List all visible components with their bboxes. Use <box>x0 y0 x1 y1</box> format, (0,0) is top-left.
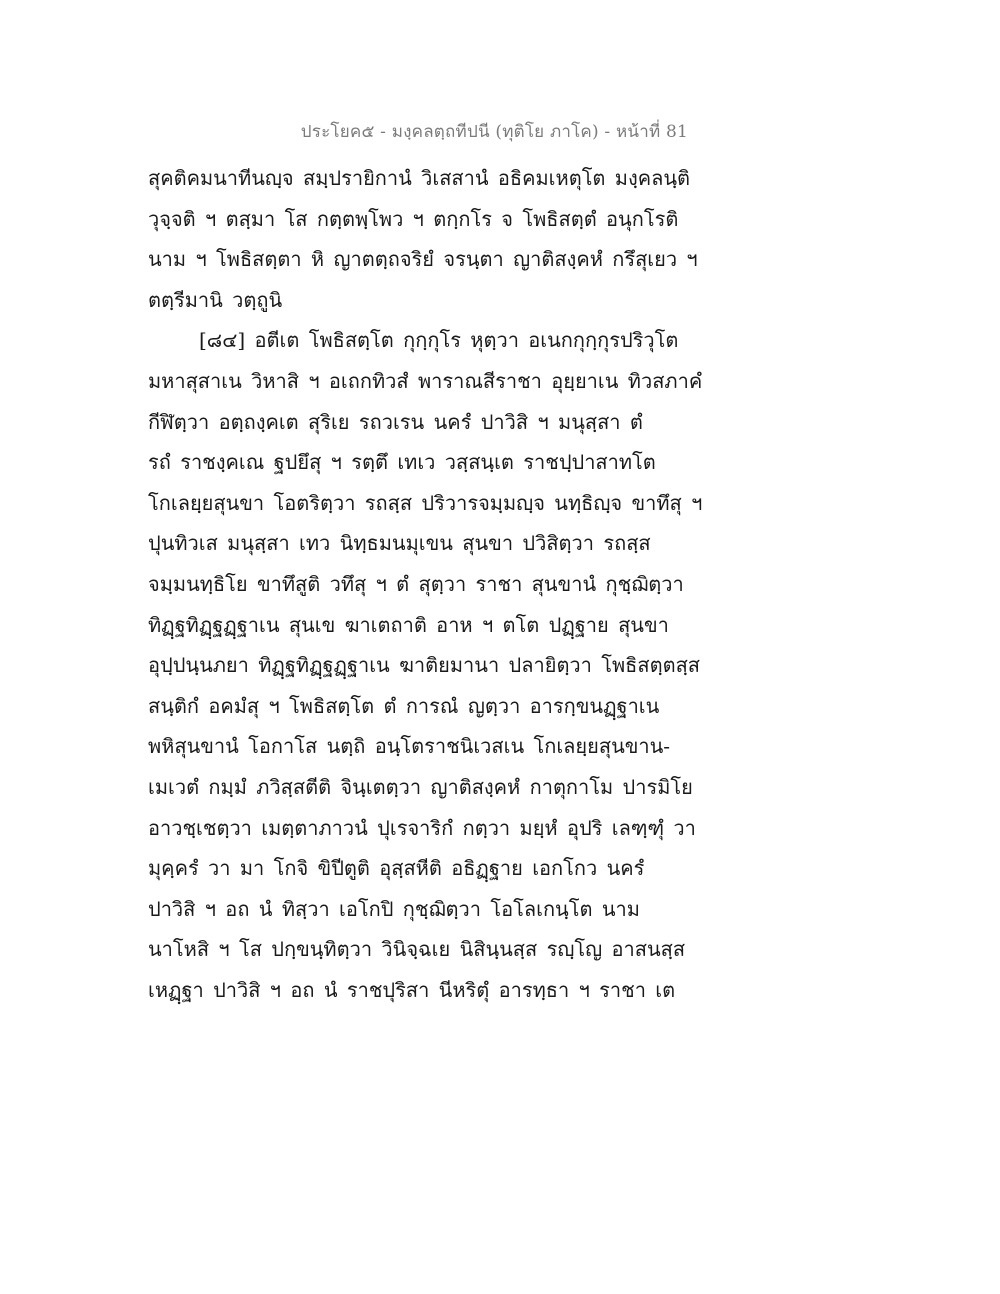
text-line: เมเวตํ กมฺมํ ภวิสฺสตีติ จินฺเตตฺวา ญาติสงฺคหํ กาตุกาโม ปารมิโย <box>148 774 693 799</box>
paragraph-1 <box>148 158 868 320</box>
text-line: เหฏฺฐา ปาวิสิ ฯ อถ นํ ราชปุริสา นีหริตุํ อารทฺธา ฯ ราชา เต <box>148 977 676 1002</box>
text-line: ปุนทิวเส มนุสฺสา เทว นิทฺธมนมุเขน สุนขา ปวิสิตฺวา รถสฺส <box>148 531 651 556</box>
text-line: รถํ ราชงฺคเณ ฐปยึสุ ฯ รตฺตึ เทเว วสฺสนฺเต ราชปฺปาสาทโต <box>148 450 656 475</box>
body-text <box>148 158 868 1010</box>
text-line: สนฺติกํ อคมํสุ ฯ โพธิสตฺโต ตํ การณํ ญตฺวา อารกฺขนฏฺฐาเน <box>148 693 660 718</box>
paragraph-2 <box>148 320 868 1010</box>
text-line: อาวชฺเชตฺวา เมตฺตาภาวนํ ปุเรจาริกํ กตฺวา มยฺหํ อุปริ เลฑฺฑุํ วา <box>148 815 696 840</box>
text-line: จมฺมนทฺธิโย ขาทึสูติ วทึสุ ฯ ตํ สุตฺวา ราชา สุนขานํ กุชฺฌิตฺวา <box>148 571 684 596</box>
text-line: ตตฺรีมานิ วตฺถูนิ <box>148 287 283 312</box>
text-line: นาม ฯ โพธิสตฺตา หิ ญาตตฺถจริยํ จรนฺตา ญาติสงฺคหํ กรึสุเยว ฯ <box>148 247 698 272</box>
running-header: ประโยค๕ - มงฺคลตฺถทีปนี (ทุติโย ภาโค) - หน้าที่ 81 <box>300 122 688 142</box>
text-line: สุคติคมนาทีนญฺจ สมฺปรายิกานํ วิเสสานํ อธิคมเหตุโต มงฺคลนฺติ <box>148 166 691 190</box>
text-line: นาโหสิ ฯ โส ปกฺขนฺทิตฺวา วินิจฺฉเย นิสินฺนสฺส รญฺโญ อาสนสฺส <box>148 937 686 962</box>
text-line: วุจฺจติ ฯ ตสฺมา โส กตฺตพฺโพว ฯ ตกฺกโร จ โพธิสตฺตํ อนุกโรติ <box>148 206 679 231</box>
text-line: พหิสุนขานํ โอกาโส นตฺถิ อนฺโตราชนิเวสเน โกเลยฺยสุนขาน- <box>148 734 671 759</box>
text-line: มหาสุสาเน วิหาสิ ฯ อเถกทิวสํ พาราณสีราชา อุยฺยาเน ทิวสภาคํ <box>148 368 703 393</box>
text-line: โกเลยฺยสุนขา โอตริตฺวา รถสฺส ปริวารจมฺมญฺจ นทฺธิญฺจ ขาทึสุ ฯ <box>148 490 703 515</box>
text-line: ทิฏฺฐทิฏฺฐฏฺฐาเน สุนเข ฆาเตถาติ อาห ฯ ตโต ปฏฺฐาย สุนขา <box>148 612 669 637</box>
text-line: ปาวิสิ ฯ อถ นํ ทิสฺวา เอโกปิ กุชฺฌิตฺวา โอโลเกนฺโต นาม <box>148 896 640 921</box>
text-line: [๘๔] อตีเต โพธิสตฺโต กุกฺกุโร หุตฺวา อเนกกุกฺกุรปริวุโต <box>199 328 679 353</box>
text-line: อุปฺปนฺนภยา ทิฏฺฐทิฏฺฐฏฺฐาเน ฆาติยมานา ปลายิตฺวา โพธิสตฺตสฺส <box>148 653 700 678</box>
text-line: กีฬิตฺวา อตฺถงฺคเต สุริเย รถวเรน นครํ ปาวิสิ ฯ มนุสฺสา ตํ <box>148 409 643 434</box>
text-line: มุคฺครํ วา มา โกจิ ขิปีตูติ อุสฺสหีติ อธิฏฺฐาย เอกโกว นครํ <box>148 856 645 881</box>
